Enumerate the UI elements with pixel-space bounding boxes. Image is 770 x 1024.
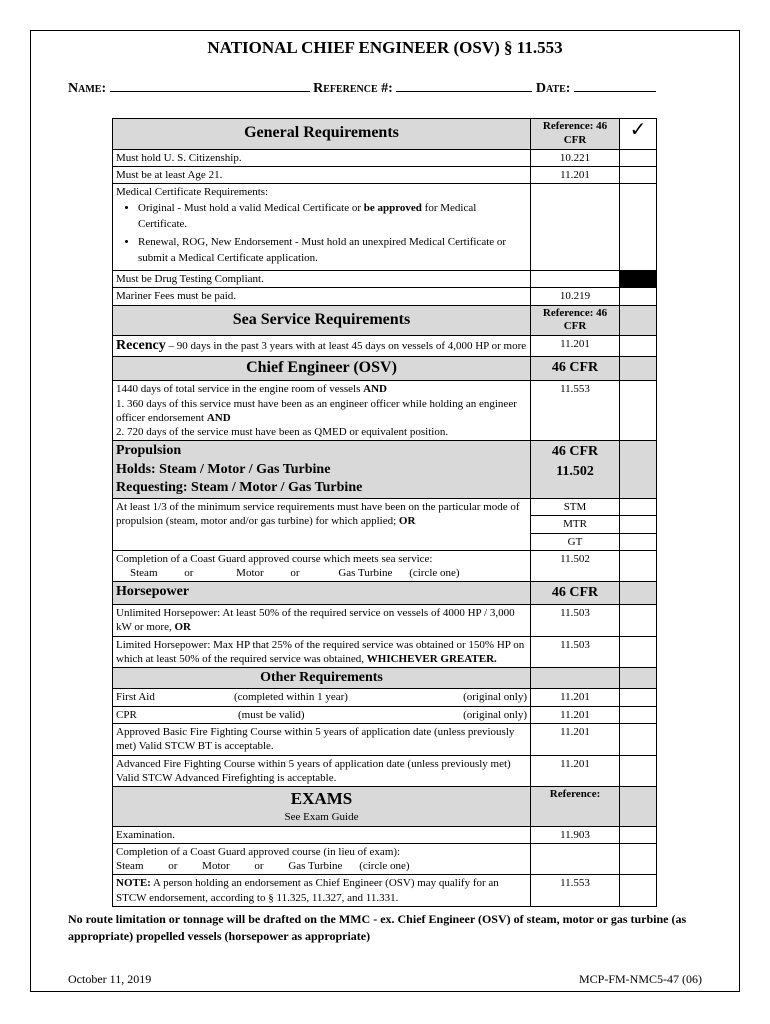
drug-blocked-cell — [620, 271, 657, 288]
basic-ff-checkbox[interactable] — [620, 724, 657, 756]
recency-label: Recency — [116, 338, 166, 354]
date-label: Date: — [535, 81, 571, 96]
sea-ref-heading: Reference: 46 CFR — [531, 305, 620, 336]
unlimited-hp-or: OR — [174, 621, 191, 634]
footer-date: October 11, 2019 — [68, 972, 152, 986]
sea-heading: Sea Service Requirements — [113, 305, 531, 336]
chief-line-1 — [116, 382, 527, 396]
recency-cell — [113, 336, 531, 357]
medical-original-text-end: for Medical Certificate. — [138, 202, 477, 231]
table-row — [113, 605, 657, 637]
option-or: or — [290, 567, 300, 580]
chief-line-2-and: AND — [206, 411, 231, 424]
exam-course-text: Completion of a Coast Guard approved course (in lieu of exam): — [116, 845, 401, 858]
propulsion-course-options — [116, 566, 527, 580]
exams-heading: EXAMS — [290, 789, 353, 809]
table-row — [113, 166, 657, 183]
basic-ff-ref: 11.201 — [531, 724, 620, 756]
table-row — [113, 755, 657, 787]
first-aid-ref: 11.201 — [531, 689, 620, 706]
exams-header-row — [113, 787, 657, 826]
propulsion-course-checkbox[interactable] — [620, 550, 657, 582]
drug-text: Must be Drug Testing Compliant. — [113, 271, 531, 288]
chief-line-1-and: AND — [363, 383, 387, 396]
option-or: or — [168, 860, 178, 873]
cpr-label: CPR — [116, 708, 137, 721]
table-row — [113, 498, 657, 515]
adv-ff-ref: 11.201 — [531, 755, 620, 787]
age-text: Must be at least Age 21. — [113, 166, 531, 183]
table-row — [113, 689, 657, 706]
horsepower-header-row — [113, 582, 657, 605]
limited-hp-ref: 11.503 — [531, 636, 620, 668]
chief-checkbox[interactable] — [620, 381, 657, 441]
option-steam[interactable]: Steam — [130, 567, 158, 580]
page-title: NATIONAL CHIEF ENGINEER (OSV) § 11.553 — [207, 38, 563, 57]
note-ref: 11.553 — [531, 875, 620, 907]
table-row — [113, 288, 657, 305]
option-gas-turbine[interactable]: Gas Turbine — [338, 567, 393, 580]
chief-line-1-text: 1440 days of total service in the engine room of vessels — [116, 383, 364, 396]
reference-field[interactable] — [396, 79, 532, 92]
adv-ff-checkbox[interactable] — [620, 755, 657, 787]
propulsion-heading-cell — [113, 441, 531, 499]
name-label: Name: — [68, 81, 107, 96]
horsepower-heading: Horsepower — [113, 582, 531, 605]
chief-line-3: 2. 720 days of the service must have been as QMED or equivalent position. — [116, 426, 449, 439]
citizenship-checkbox[interactable] — [620, 149, 657, 166]
name-field[interactable] — [110, 79, 310, 92]
age-checkbox[interactable] — [620, 166, 657, 183]
adv-ff-text: Advanced Fire Fighting Course within 5 years of application date (unless previously met) Valid STCW Advanced Firefighting is acceptable. — [113, 755, 531, 787]
option-or: or — [184, 567, 194, 580]
route-limitation-note: No route limitation or tonnage will be drafted on the MMC - ex. Chief Engineer (OSV) of steam, motor or gas turbine (as appropriate) propelled vessels (horsepower as appropriate) — [68, 912, 687, 944]
fees-text: Mariner Fees must be paid. — [113, 288, 531, 305]
other-heading: Other Requirements — [113, 668, 531, 689]
basic-ff-text: Approved Basic Fire Fighting Course within 5 years of application date (unless previously met) Valid STCW BT is acceptable. — [113, 724, 531, 756]
exams-header-blank — [620, 787, 657, 826]
general-ref-heading: Reference: 46 CFR — [531, 119, 620, 150]
medical-cell — [113, 184, 531, 271]
table-row — [113, 826, 657, 843]
propulsion-mtr: MTR — [531, 516, 620, 533]
propulsion-gt: GT — [531, 533, 620, 550]
exams-heading-cell — [113, 787, 531, 826]
exam-course-checkbox[interactable] — [620, 843, 657, 875]
check-column-icon: ✓ — [620, 119, 657, 150]
limited-hp-text: Limited Horsepower: Max HP that 25% of the required service was obtained or 150% HP on which at least 50% of the required service was obtained, — [116, 638, 525, 665]
citizenship-ref: 10.221 — [531, 149, 620, 166]
gt-checkbox[interactable] — [620, 533, 657, 550]
medical-original-text: Original - Must hold a valid Medical Certificate or — [138, 202, 364, 215]
cpr-checkbox[interactable] — [620, 706, 657, 723]
first-aid-label: First Aid — [116, 691, 155, 704]
chief-ref-heading: 46 CFR — [531, 357, 620, 381]
table-row — [113, 184, 657, 271]
recency-text: – 90 days in the past 3 years with at least 45 days on vessels of 4,000 HP or more — [165, 340, 527, 353]
exam-course-options — [116, 859, 527, 873]
propulsion-header-row — [113, 441, 657, 499]
table-row — [113, 636, 657, 668]
general-heading: General Requirements — [113, 119, 531, 150]
footer-form-number: MCP-FM-NMC5-47 (06) — [578, 972, 702, 986]
exam-course-cell — [113, 843, 531, 875]
table-row — [113, 875, 657, 907]
option-steam[interactable]: Steam — [116, 860, 144, 873]
table-row — [113, 336, 657, 357]
first-aid-original: (original only) — [463, 691, 527, 704]
requirements-table — [112, 118, 657, 907]
citizenship-text: Must hold U. S. Citizenship. — [113, 149, 531, 166]
propulsion-header-blank — [620, 441, 657, 499]
stm-checkbox[interactable] — [620, 498, 657, 515]
chief-line-2 — [116, 397, 527, 426]
circle-one-note: (circle one) — [359, 860, 410, 873]
unlimited-hp-ref: 11.503 — [531, 605, 620, 637]
propulsion-third-cell — [113, 498, 531, 550]
horsepower-ref-heading: 46 CFR — [531, 582, 620, 605]
propulsion-course-ref: 11.502 — [531, 550, 620, 582]
table-row — [113, 724, 657, 756]
table-row — [113, 381, 657, 441]
propulsion-course-text: Completion of a Coast Guard approved course which meets sea service: — [116, 552, 433, 565]
exam-checkbox[interactable] — [620, 826, 657, 843]
unlimited-hp-text: Unlimited Horsepower: At least 50% of the required service on vessels of 4000 HP / 3,000 kW or more, — [116, 607, 515, 634]
cpr-original: (original only) — [463, 708, 527, 721]
propulsion-requesting: Requesting: Steam / Motor / Gas Turbine — [116, 479, 363, 495]
list-item: • Renewal, ROG, New Endorsement - Must hold an unexpired Medical Certificate or submit a Medical Certificate application. — [138, 235, 527, 267]
table-row — [113, 271, 657, 288]
recency-checkbox[interactable] — [620, 336, 657, 357]
exams-subheading: See Exam Guide — [284, 811, 359, 824]
propulsion-stm: STM — [531, 498, 620, 515]
limited-hp-whichever: WHICHEVER GREATER. — [366, 652, 497, 665]
propulsion-holds: Holds: Steam / Motor / Gas Turbine — [116, 461, 331, 477]
medical-text: Medical Certificate Requirements: — [116, 186, 269, 199]
propulsion-course-cell — [113, 550, 531, 582]
other-ref-blank — [531, 668, 620, 689]
chief-heading: Chief Engineer (OSV) — [113, 357, 531, 381]
medical-approved-text: be approved — [363, 202, 422, 215]
note-label: NOTE: — [116, 877, 151, 890]
chief-service-cell — [113, 381, 531, 441]
drug-ref — [531, 271, 620, 288]
option-or: or — [254, 860, 264, 873]
cpr-ref: 11.201 — [531, 706, 620, 723]
first-aid-checkbox[interactable] — [620, 689, 657, 706]
chief-header-blank — [620, 357, 657, 381]
chief-ref: 11.553 — [531, 381, 620, 441]
header-fields — [68, 79, 698, 97]
table-row — [113, 550, 657, 582]
limited-hp-cell — [113, 636, 531, 668]
recency-ref: 11.201 — [531, 336, 620, 357]
fees-ref: 10.219 — [531, 288, 620, 305]
circle-one-note: (circle one) — [409, 567, 460, 580]
list-item — [138, 201, 527, 233]
unlimited-hp-checkbox[interactable] — [620, 605, 657, 637]
exam-ref: 11.903 — [531, 826, 620, 843]
sea-header-blank — [620, 305, 657, 336]
cpr-note: (must be valid) — [238, 708, 305, 721]
chief-header-row — [113, 357, 657, 381]
exam-text: Examination. — [113, 826, 531, 843]
propulsion-ref-heading: 46 CFR — [551, 444, 599, 460]
propulsion-ref-number: 11.502 — [556, 464, 594, 479]
sea-header-row — [113, 305, 657, 336]
other-header-blank — [620, 668, 657, 689]
table-row — [113, 706, 657, 723]
medical-ref — [531, 184, 620, 271]
mtr-checkbox[interactable] — [620, 516, 657, 533]
exam-course-ref — [531, 843, 620, 875]
fees-checkbox[interactable] — [620, 288, 657, 305]
reference-label: Reference #: — [313, 81, 393, 96]
propulsion-third-or: OR — [398, 515, 416, 528]
first-aid-note: (completed within 1 year) — [234, 691, 348, 704]
note-checkbox[interactable] — [620, 875, 657, 907]
age-ref: 11.201 — [531, 166, 620, 183]
cpr-cell — [113, 706, 531, 723]
chief-line-2-text: 1. 360 days of this service must have been as an engineer officer while holding an engineer officer endorsement — [116, 397, 517, 424]
medical-checkbox[interactable] — [620, 184, 657, 271]
table-row — [113, 843, 657, 875]
other-header-row — [113, 668, 657, 689]
option-motor[interactable]: Motor — [236, 567, 264, 580]
first-aid-cell — [113, 689, 531, 706]
general-header-row — [113, 119, 657, 150]
unlimited-hp-cell — [113, 605, 531, 637]
note-text: A person holding an endorsement as Chief Engineer (OSV) may qualify for an STCW endorsement, according to § 11.325, 11.327, and 11.331. — [116, 877, 499, 904]
limited-hp-checkbox[interactable] — [620, 636, 657, 668]
exams-ref-heading: Reference: — [531, 787, 620, 826]
propulsion-heading: Propulsion — [116, 443, 182, 459]
horsepower-header-blank — [620, 582, 657, 605]
note-cell — [113, 875, 531, 907]
propulsion-ref-cell — [531, 441, 620, 499]
date-field[interactable] — [574, 79, 656, 92]
option-motor[interactable]: Motor — [202, 860, 230, 873]
medical-list — [116, 201, 527, 267]
propulsion-third-text: At least 1/3 of the minimum service requirements must have been on the particular mode of propulsion (steam, motor and/or gas turbine) for which applied; — [116, 500, 520, 528]
table-row — [113, 149, 657, 166]
option-gas-turbine[interactable]: Gas Turbine — [288, 860, 343, 873]
